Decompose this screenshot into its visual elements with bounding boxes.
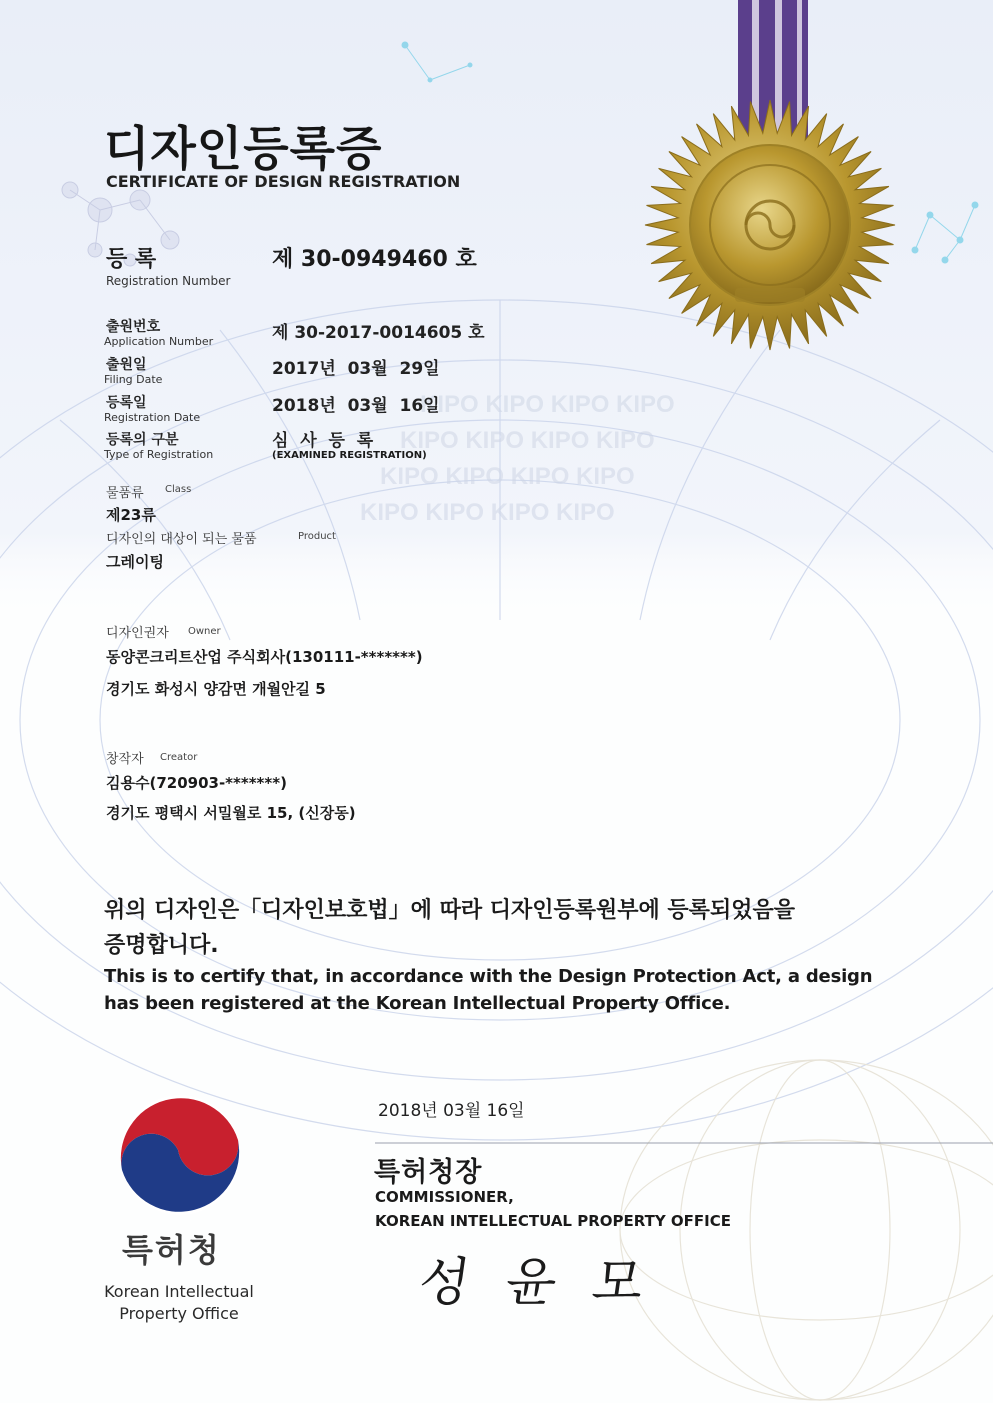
owner-label-en: Owner xyxy=(188,626,221,637)
product-label-en: Product xyxy=(298,531,336,542)
class-label-en: Class xyxy=(165,484,192,495)
watermark-row-4: KIPO KIPO KIPO KIPO xyxy=(360,499,615,526)
certificate-title-en: CERTIFICATE OF DESIGN REGISTRATION xyxy=(106,172,461,191)
commissioner-line2: KOREAN INTELLECTUAL PROPERTY OFFICE xyxy=(375,1212,732,1230)
statement-ko-line2: 증명합니다. xyxy=(104,933,219,958)
creator-address: 경기도 평택시 서밀월로 15, (신장동) xyxy=(106,804,356,822)
commissioner-line1: COMMISSIONER, xyxy=(375,1188,514,1206)
owner-address: 경기도 화성시 양감면 개월안길 5 xyxy=(106,680,326,698)
product-label-ko: 디자인의 대상이 되는 물품 xyxy=(106,532,257,547)
office-name-ko: 특허청 xyxy=(122,1231,221,1269)
statement-en-line1: This is to certify that, in accordance with the Design Protection Act, a design xyxy=(104,966,873,987)
registration-type-sub: (EXAMINED REGISTRATION) xyxy=(272,450,427,461)
registration-number: 제 30-0949460 호 xyxy=(272,247,477,272)
application-number-label-ko: 출원번호 xyxy=(106,319,161,335)
filing-date-value: 2017년 03월 29일 xyxy=(272,359,440,379)
watermark-row-3: KIPO KIPO KIPO KIPO xyxy=(380,463,635,490)
registration-type-label-ko: 등록의 구분 xyxy=(106,432,179,448)
filing-date-label-ko: 출원일 xyxy=(106,357,147,373)
creator-label-ko: 창작자 xyxy=(106,752,144,767)
commissioner-signature: 성 윤 모 xyxy=(415,1253,658,1313)
creator-name: 김용수(720903-*******) xyxy=(106,774,287,792)
statement-ko-line1: 위의 디자인은「디자인보호법」에 따라 디자인등록원부에 등록되었음을 xyxy=(104,898,795,923)
application-number-label-en: Application Number xyxy=(104,335,214,348)
statement-en-line2: has been registered at the Korean Intellectual Property Office. xyxy=(104,993,731,1014)
office-name-en-line1: Korean Intellectual xyxy=(104,1282,254,1301)
kipo-logo-icon xyxy=(120,1095,240,1215)
owner-name: 동양콘크리트산업 주식회사(130111-*******) xyxy=(106,648,423,666)
issue-date: 2018년 03월 16일 xyxy=(378,1101,525,1121)
office-name-en-line2: Property Office xyxy=(119,1304,239,1323)
gold-seal-icon xyxy=(645,100,895,350)
application-number-value: 제 30-2017-0014605 호 xyxy=(272,323,485,343)
creator-label-en: Creator xyxy=(160,752,198,763)
registration-type-label-en: Type of Registration xyxy=(104,448,214,461)
class-label-ko: 물품류 xyxy=(106,486,144,501)
registration-label-ko: 등 록 xyxy=(106,247,157,272)
registration-type-value: 심 사 등 록 xyxy=(272,431,374,451)
class-value: 제23류 xyxy=(106,506,156,524)
registration-label-en: Registration Number xyxy=(106,274,231,288)
owner-label-ko: 디자인권자 xyxy=(106,626,169,641)
certificate-title-ko: 디자인등록증 xyxy=(104,122,383,177)
watermark-row-2: KIPO KIPO KIPO KIPO xyxy=(400,427,655,454)
watermark-row-1: KIPO KIPO KIPO KIPO xyxy=(420,391,675,418)
registration-date-value: 2018년 03월 16일 xyxy=(272,396,440,416)
commissioner-title-ko: 특허청장 xyxy=(374,1157,483,1188)
filing-date-label-en: Filing Date xyxy=(104,373,163,386)
product-value: 그레이팅 xyxy=(106,553,164,571)
registration-date-label-en: Registration Date xyxy=(104,411,201,424)
registration-date-label-ko: 등록일 xyxy=(106,395,147,411)
